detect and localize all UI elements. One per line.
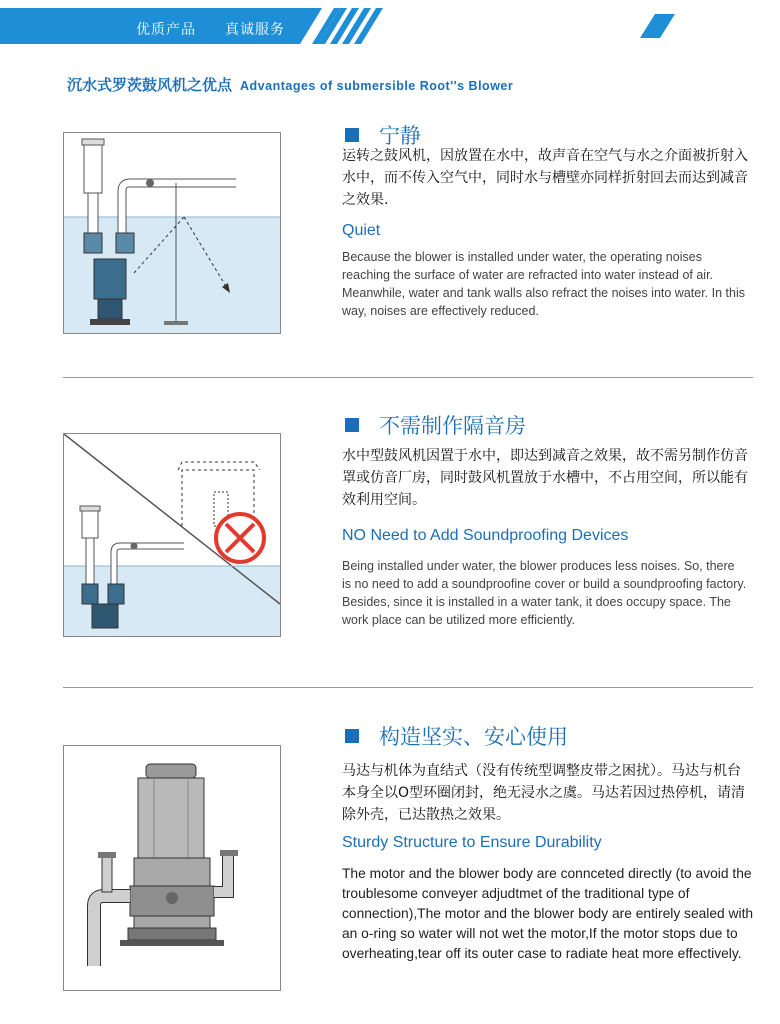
section-sturdy-title-en: Sturdy Structure to Ensure Durability xyxy=(342,834,602,851)
section-divider xyxy=(63,377,753,378)
square-bullet-icon xyxy=(345,418,359,432)
sturdy-structure-illustration xyxy=(63,745,281,991)
section-sturdy-body-cn: 马达与机体为直结式（没有传统型调整皮带之困扰）。马达与机台本身全以O型环圈闭封，绝无浸水之虞。马达若因过热停机，请清除外壳，已达散热之效果。 xyxy=(342,763,746,823)
no-soundproofing-illustration xyxy=(63,433,281,637)
page-title-cn: 沉水式罗茨鼓风机之优点 xyxy=(67,76,233,94)
section-sturdy-body-en: The motor and the blower body are connceted directly (to avoid the troublesome conveyer adjudtmet of the traditional type of connection),The motor and the blower body are entirely sealed with an o-ring so water will not wet the motor,If the motor stops due to overheating,tear off its outer case to radiate heat more effectively. xyxy=(342,866,754,961)
section-sturdy-heading xyxy=(345,721,568,751)
section-quiet-body-en: Because the blower is installed under water, the operating noises reaching the surface of water are refracted into water instead of air. Meanwhile, water and tank walls also refract the noises into water. In this way, noises are effectively reduced. xyxy=(342,250,745,318)
section-quiet-title-en: Quiet xyxy=(342,222,381,239)
page-title-en: Advantages of submersible Root''s Blower xyxy=(240,79,514,93)
section-divider xyxy=(63,687,753,688)
section-sturdy-title-cn: 构造坚实、安心使用 xyxy=(379,725,568,749)
section-soundproof-body-cn: 水中型鼓风机因置于水中，即达到减音之效果，故不需另制作仿音罩或仿音厂房，同时鼓风机置放于水槽中，不占用空间，所以能有效利用空间。 xyxy=(342,448,748,508)
section-soundproof-title-cn: 不需制作隔音房 xyxy=(379,414,526,438)
square-bullet-icon xyxy=(345,729,359,743)
quiet-illustration xyxy=(63,132,281,334)
banner-graphic xyxy=(0,0,780,44)
section-soundproof-heading xyxy=(345,410,526,440)
section-quiet-title-cn: 宁静 xyxy=(379,124,421,148)
banner-tag-service: 真诚服务 xyxy=(225,22,285,38)
top-banner xyxy=(0,0,780,44)
section-quiet-body-cn: 运转之鼓风机，因放置在水中，故声音在空气与水之介面被折射入水中，而不传入空气中，同时水与槽壁亦同样折射回去而达到减音之效果. xyxy=(342,148,748,208)
square-bullet-icon xyxy=(345,128,359,142)
section-soundproof-body-en: Being installed under water, the blower produces less noises. So, there is no need to add a soundproofine cover or build a soundproofing factory. Besides, since it is installed in a water tank, it does occupy space. The work place can be utilized more efficiently. xyxy=(342,559,747,627)
banner-tag-quality: 优质产品 xyxy=(136,22,196,38)
page-title xyxy=(67,74,513,95)
section-soundproof-title-en: NO Need to Add Soundproofing Devices xyxy=(342,527,629,544)
